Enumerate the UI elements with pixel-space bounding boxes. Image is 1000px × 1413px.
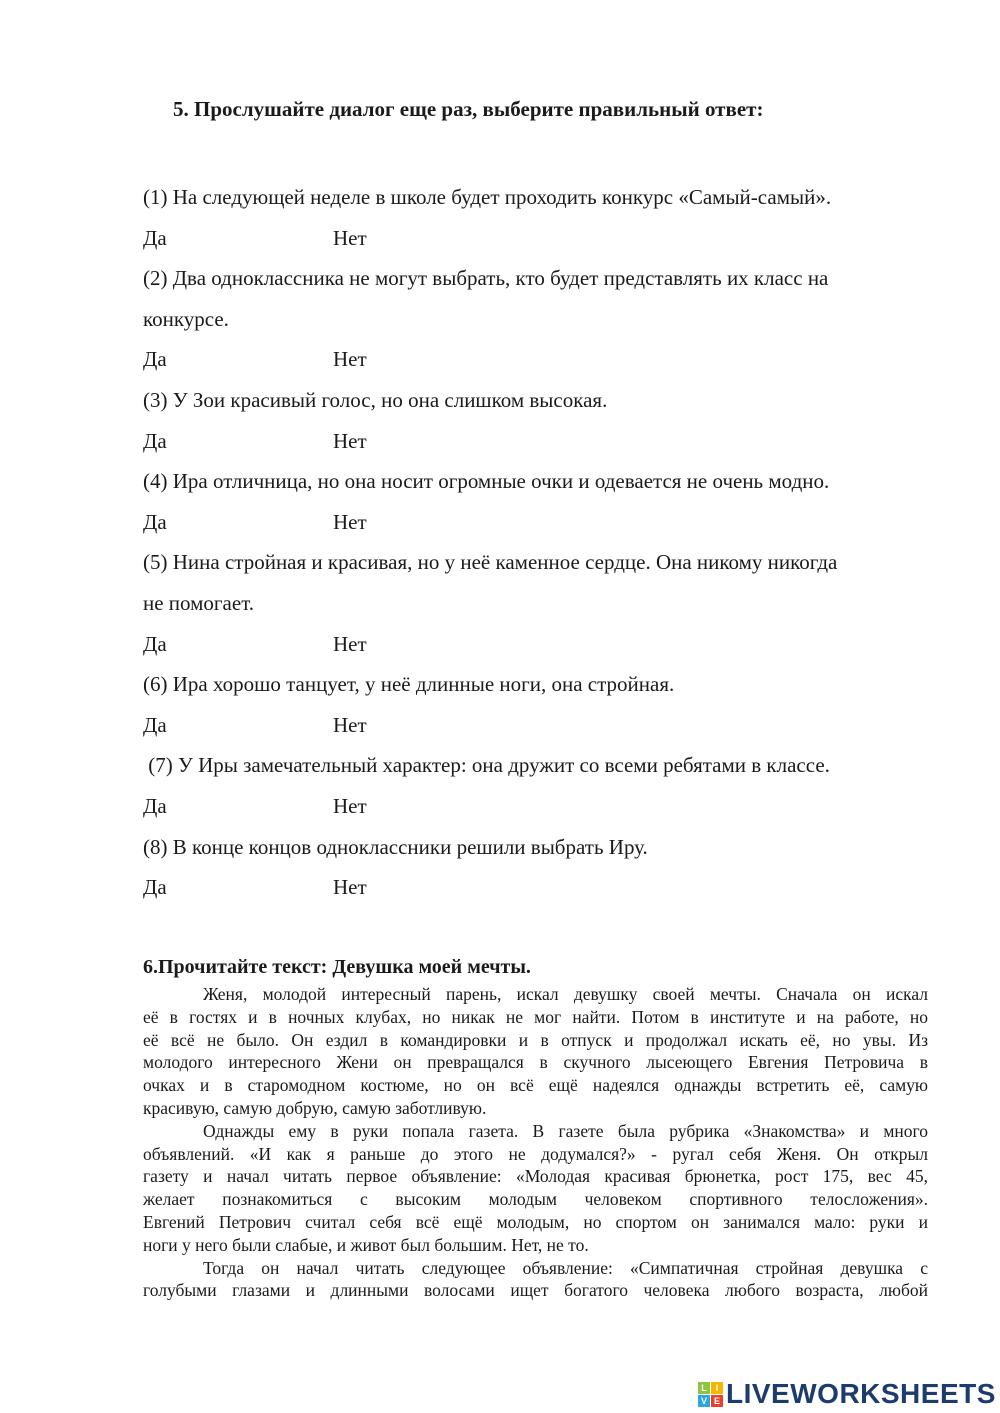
- question-text: не помогает.: [143, 590, 255, 615]
- answer-no[interactable]: Нет: [333, 225, 367, 250]
- answer-yes[interactable]: Да: [143, 793, 167, 818]
- answer-no[interactable]: Нет: [333, 793, 367, 818]
- task5-title: 5. Прослушайте диалог еще раз, выберите правильный ответ:: [173, 97, 764, 121]
- question-text: (5) Нина стройная и красивая, но у неё каменное сердце. Она никому никогда: [143, 550, 838, 575]
- task6-title: 6.Прочитайте текст: Девушка моей мечты.: [143, 956, 531, 978]
- answer-yes[interactable]: Да: [143, 428, 167, 453]
- text-line: красивую, самую добрую, самую заботливую.: [143, 1097, 487, 1118]
- answer-no[interactable]: Нет: [333, 875, 367, 900]
- text-line: молодого интересного Жени он превращался в скучного лысеющего Евгения Петровича в: [143, 1052, 928, 1073]
- logo-letter-block: V: [698, 1395, 710, 1407]
- question-text: (7) У Иры замечательный характер: она дружит со всеми ребятами в классе.: [143, 753, 830, 778]
- text-line: Женя, молодой интересный парень, искал девушку своей мечты. Сначала он искал: [203, 984, 928, 1004]
- text-line: объявлений. «И как я раньше до этого не додумался?» - ругал себя Женя. Он открыл: [143, 1143, 928, 1164]
- logo-letter-block: I: [711, 1382, 723, 1394]
- text-line: её в гостях и в ночных клубах, но никак не мог найти. Потом в институте и на работе, но: [143, 1006, 928, 1027]
- answer-yes[interactable]: Да: [143, 631, 167, 656]
- answer-yes[interactable]: Да: [143, 875, 167, 900]
- answer-options: [143, 786, 943, 827]
- text-line: голубыми глазами и длинными волосами ищет богатого человека любого возраста, любой: [143, 1280, 928, 1301]
- text-line: ноги у него были слабые, и живот был большим. Нет, не то.: [143, 1234, 589, 1255]
- answer-options: [143, 339, 943, 380]
- question-text: (2) Два одноклассника не могут выбрать, кто будет представлять их класс на: [143, 266, 829, 291]
- question-text: (1) На следующей неделе в школе будет проходить конкурс «Самый-самый».: [143, 185, 832, 209]
- text-line: очках и в старомодном костюме, но он всё ещё надеялся однажды встретить её, самую: [143, 1075, 928, 1096]
- answer-options: [143, 705, 943, 746]
- task5-questions: [143, 177, 943, 908]
- answer-options: [143, 218, 943, 259]
- text-line: газету и начал читать первое объявление: «Молодая красивая брюнетка, рост 175, вес 45,: [143, 1166, 928, 1187]
- text-line: Однажды ему в руки попала газета. В газете была рубрика «Знакомства» и много: [203, 1120, 928, 1141]
- answer-no[interactable]: Нет: [333, 428, 367, 453]
- answer-yes[interactable]: Да: [143, 509, 167, 534]
- text-line: желает познакомиться с высоким молодым человеком спортивного телосложения».: [143, 1189, 928, 1210]
- logo-blocks-icon: [698, 1382, 723, 1407]
- text-line: её всё не было. Он ездил в командировки и в отпуск и продолжал искать её, но увы. Из: [143, 1029, 928, 1050]
- logo-letter-block: L: [698, 1382, 710, 1394]
- question-text: (8) В конце концов одноклассники решили выбрать Иру.: [143, 834, 648, 859]
- answer-options: [143, 624, 943, 665]
- question-text: конкурсе.: [143, 306, 229, 331]
- answer-yes[interactable]: Да: [143, 347, 167, 372]
- logo-text: LIVEWORKSHEETS: [726, 1378, 996, 1409]
- text-line: Тогда он начал читать следующее объявление: «Симпатичная стройная девушка с: [203, 1257, 928, 1278]
- text-line: Евгений Петрович считал себя всё ещё молодым, но спортом он занимался мало: руки и: [143, 1211, 928, 1232]
- answer-options: [143, 421, 943, 462]
- task6-text: [143, 983, 928, 1302]
- answer-options: [143, 867, 943, 908]
- answer-yes[interactable]: Да: [143, 225, 167, 250]
- liveworksheets-logo: [698, 1378, 996, 1410]
- answer-no[interactable]: Нет: [333, 631, 367, 656]
- answer-options: [143, 502, 943, 543]
- question-text: (6) Ира хорошо танцует, у неё длинные ноги, она стройная.: [143, 672, 675, 697]
- question-text: (4) Ира отличница, но она носит огромные очки и одевается не очень модно.: [143, 469, 830, 494]
- question-text: (3) У Зои красивый голос, но она слишком высокая.: [143, 387, 608, 412]
- answer-no[interactable]: Нет: [333, 347, 367, 372]
- answer-no[interactable]: Нет: [333, 509, 367, 534]
- answer-yes[interactable]: Да: [143, 712, 167, 737]
- answer-no[interactable]: Нет: [333, 712, 367, 737]
- logo-letter-block: E: [711, 1395, 723, 1407]
